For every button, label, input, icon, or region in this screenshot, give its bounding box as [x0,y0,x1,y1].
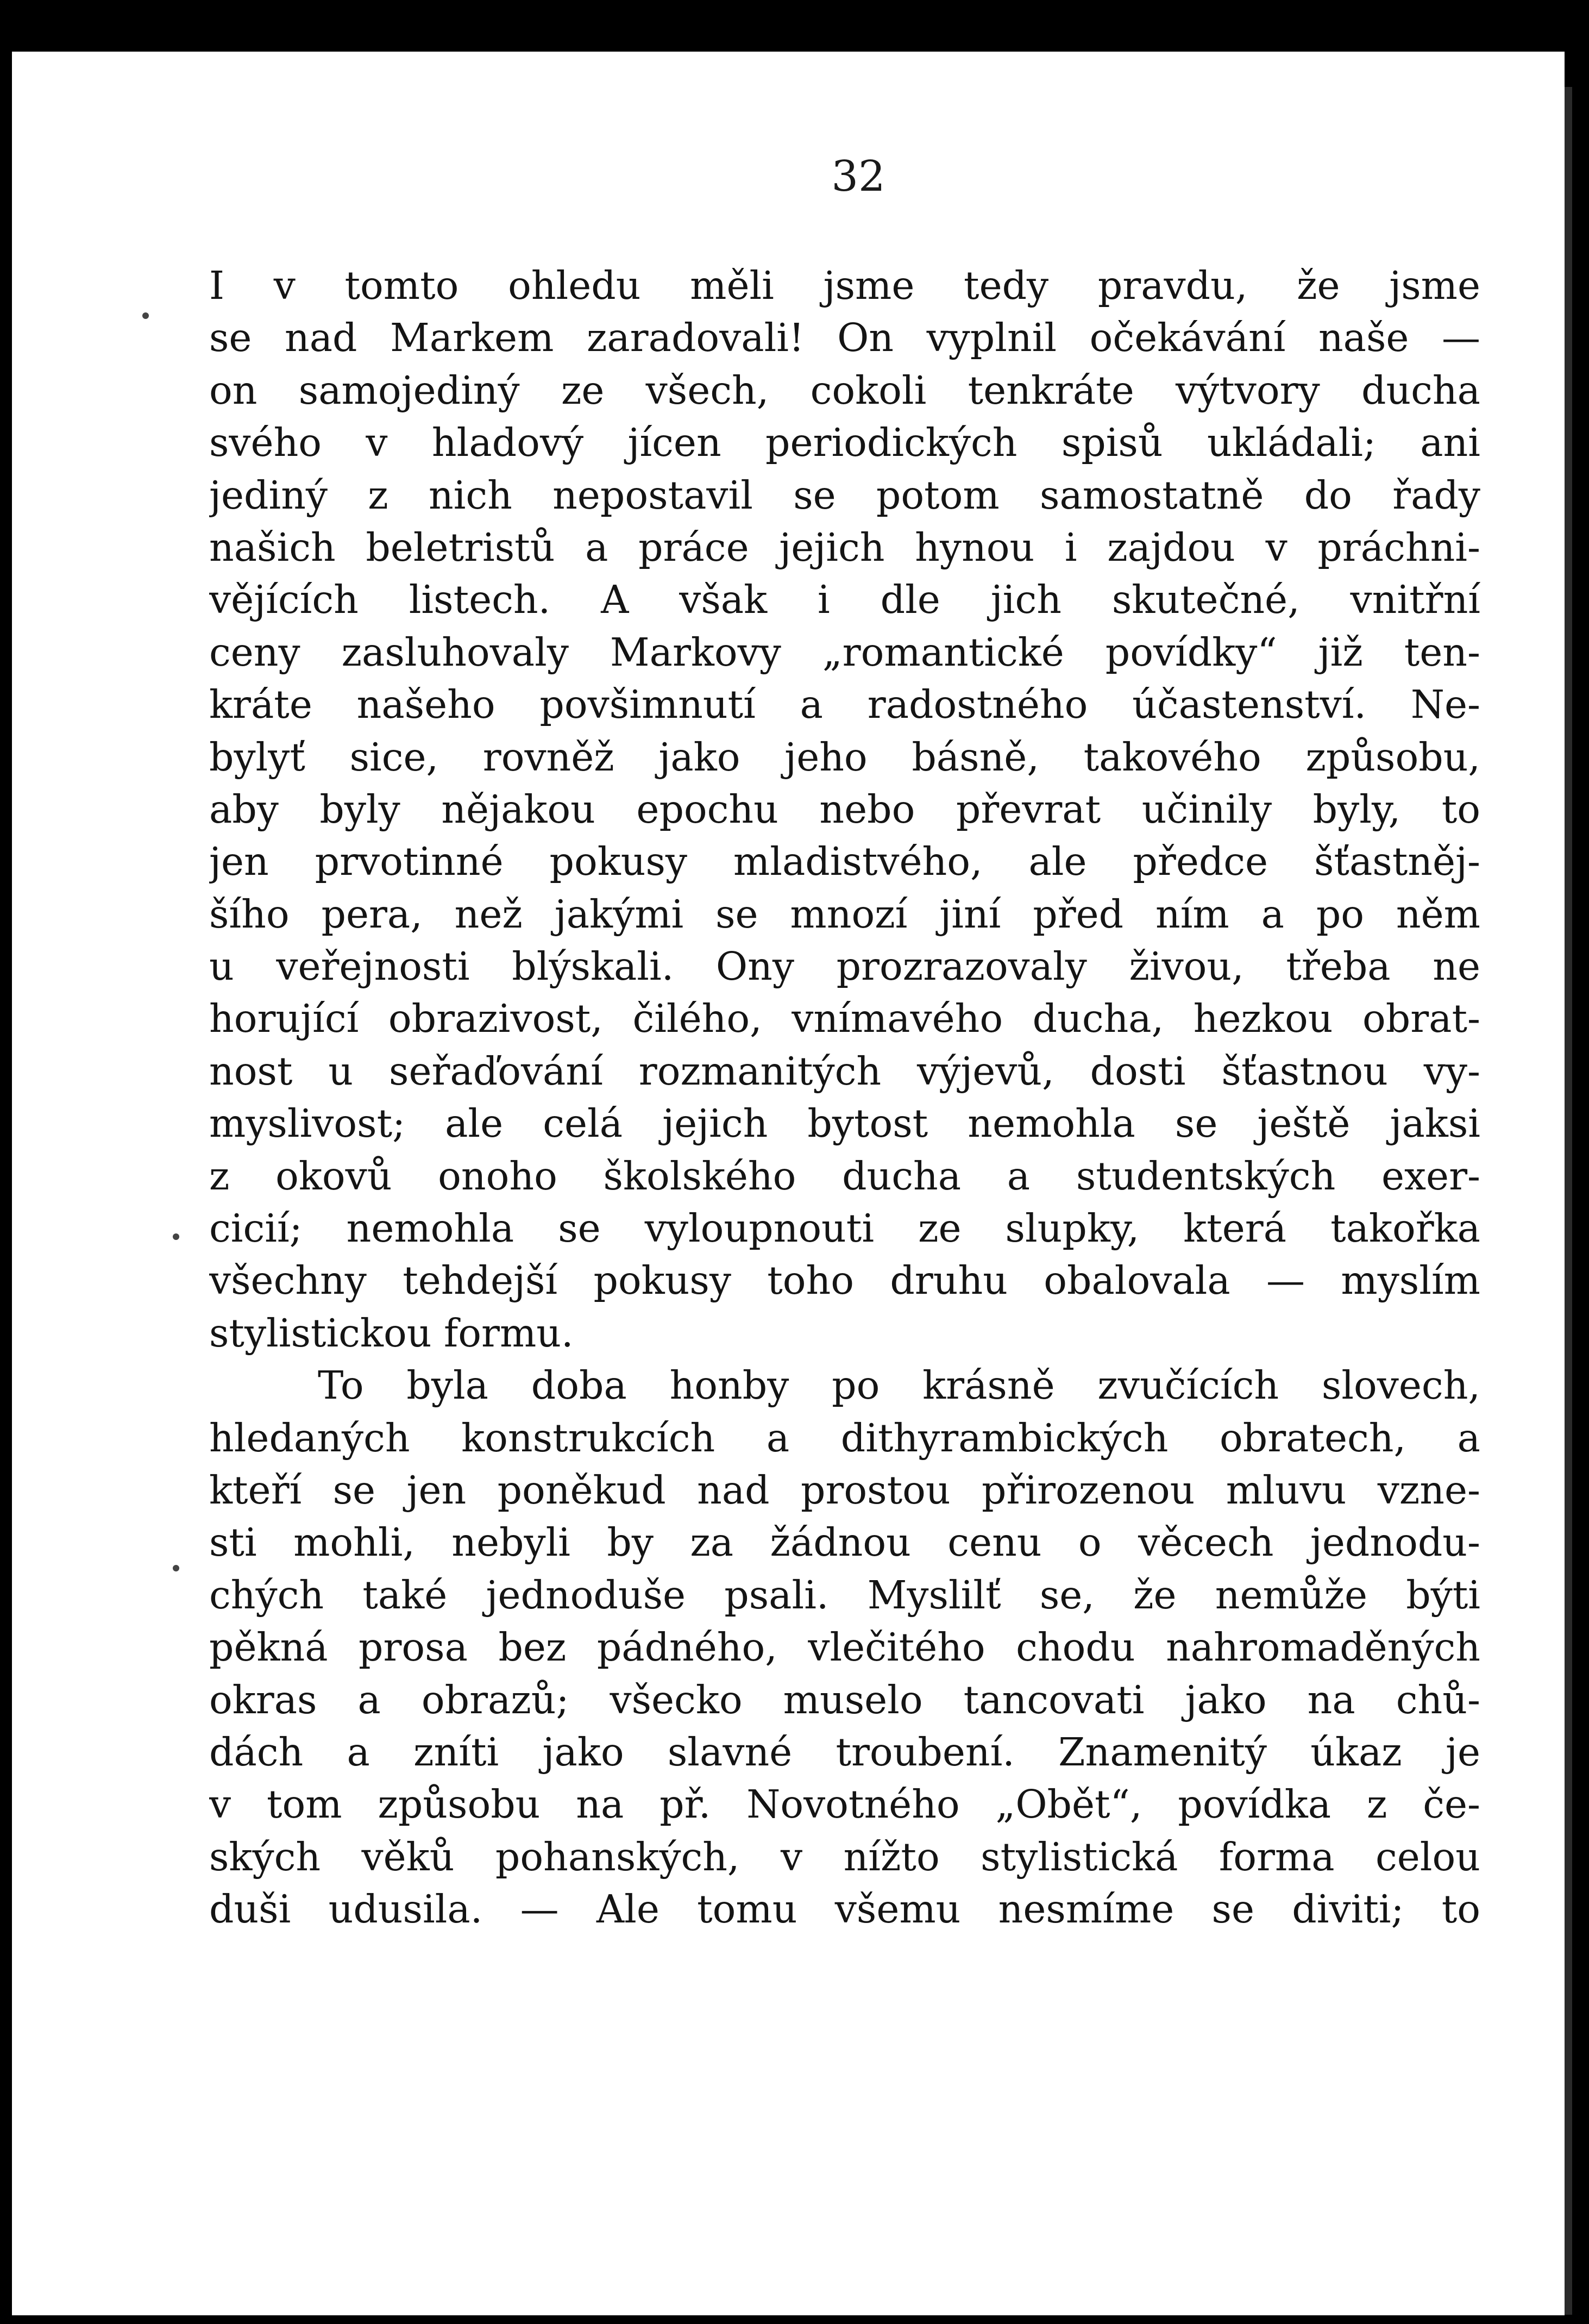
paragraph-end-line: stylistickou formu. [209,1310,574,1356]
text-line: šího pera, než jakými se mnozí jiní před ním a po něm [209,891,1480,937]
page-edge-shadow [1565,87,1572,2315]
paragraph-start-line: To byla doba honby po krásně zvučících slovech, [318,1363,1480,1408]
text-line: z okovů onoho školského ducha a studentských exer- [209,1153,1480,1199]
page-number: 32 [831,152,885,201]
text-line: okras a obrazů; všecko muselo tancovati jako na chů- [209,1677,1480,1722]
text-line: dách a zníti jako slavné troubení. Znamenitý úkaz je [209,1729,1480,1775]
text-line: hledaných konstrukcích a dithyrambických obratech, a [209,1415,1480,1461]
text-line: se nad Markem zaradovali! On vyplnil očekávání naše — [209,315,1480,361]
text-line: bylyť sice, rovněž jako jeho básně, takového způsobu, [209,734,1480,780]
text-line: v tom způsobu na př. Novotného „Obět“, povídka z če- [209,1782,1480,1827]
text-line: cicií; nemohla se vyloupnouti ze slupky, která takořka [209,1206,1480,1251]
margin-mark [142,312,149,319]
text-line: on samojediný ze všech, cokoli tenkráte výtvory ducha [209,367,1480,413]
text-line: pěkná prosa bez pádného, vlečitého chodu nahromaděných [209,1625,1480,1670]
text-line: našich beletristů a práce jejich hynou i zajdou v práchni- [209,524,1480,570]
text-line: sti mohli, nebyli by za žádnou cenu o věcech jednodu- [209,1520,1480,1565]
text-line: ceny zasluhovaly Markovy „romantické povídky“ již ten- [209,629,1480,675]
text-line: vějících listech. A však i dle jich skutečné, vnitřní [209,577,1480,623]
text-line: u veřejnosti blýskali. Ony prozrazovaly živou, třeba ne [209,944,1480,989]
text-line: horující obrazivost, čilého, vnímavého ducha, hezkou obrat- [209,996,1480,1042]
text-line: svého v hladový jícen periodických spisů ukládali; ani [209,420,1480,466]
text-line: jen prvotinné pokusy mladistvého, ale předce šťastněj- [209,839,1480,885]
margin-mark [173,1565,179,1571]
text-line: nost u seřaďování rozmanitých výjevů, dosti šťastnou vy- [209,1048,1480,1094]
text-line: chých také jednoduše psali. Myslilť se, že nemůže býti [209,1572,1480,1618]
text-line: ských věků pohanských, v nížto stylistická forma celou [209,1834,1480,1880]
text-line: duši udusila. — Ale tomu všemu nesmíme se diviti; to [209,1887,1480,1932]
text-line: I v tomto ohledu měli jsme tedy pravdu, že jsme [209,263,1480,308]
margin-mark [173,1233,179,1240]
text-line: kteří se jen poněkud nad prostou přirozenou mluvu vzne- [209,1467,1480,1513]
text-line: aby byly nějakou epochu nebo převrat učinily byly, to [209,786,1480,832]
text-line: myslivost; ale celá jejich bytost nemohla se ještě jaksi [209,1101,1480,1147]
text-line: jediný z nich nepostavil se potom samostatně do řady [209,472,1480,518]
text-line: kráte našeho povšimnutí a radostného účastenství. Ne- [209,682,1480,728]
body-text [209,260,1480,1936]
text-line: všechny tehdejší pokusy toho druhu obalovala — myslím [209,1258,1480,1304]
